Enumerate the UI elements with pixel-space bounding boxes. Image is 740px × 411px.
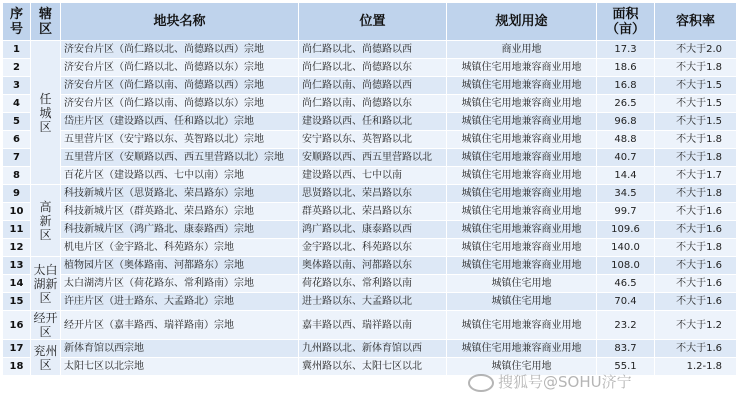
parcel-usage: 城镇住宅用地兼容商业用地: [447, 203, 597, 221]
parcel-name: 科技新城片区（思贤路北、荣昌路东）宗地: [61, 185, 299, 203]
sohu-logo-icon: [468, 374, 494, 392]
parcel-location: 冀州路以东、太阳七区以北: [299, 358, 447, 376]
parcel-usage: 城镇住宅用地兼容商业用地: [447, 95, 597, 113]
parcel-area: 14.4: [597, 167, 655, 185]
parcel-area: 23.2: [597, 311, 655, 340]
parcel-location: 建设路以西、七中以南: [299, 167, 447, 185]
parcel-location: 荷花路以东、常利路以南: [299, 275, 447, 293]
parcel-area: 55.1: [597, 358, 655, 376]
parcel-far: 不大于2.0: [655, 41, 737, 59]
district-cell: 经开 区: [31, 311, 61, 340]
parcel-area: 83.7: [597, 340, 655, 358]
table-row: [3, 59, 737, 77]
header-district: 辖 区: [31, 3, 61, 41]
parcel-area: 70.4: [597, 293, 655, 311]
parcel-area: 16.8: [597, 77, 655, 95]
parcel-location: 建设路以西、任和路以北: [299, 113, 447, 131]
parcel-name: 五里营片区（安顺路以西、西五里营路以北）宗地: [61, 149, 299, 167]
parcel-name: 济安台片区（尚仁路以北、尚德路以西）宗地: [61, 41, 299, 59]
table-row: [3, 149, 737, 167]
parcel-far: 不大于1.6: [655, 257, 737, 275]
parcel-area: 108.0: [597, 257, 655, 275]
parcel-area: 34.5: [597, 185, 655, 203]
parcel-name: 岱庄片区（建设路以西、任和路以北）宗地: [61, 113, 299, 131]
parcel-usage: 城镇住宅用地: [447, 358, 597, 376]
parcel-name: 科技新城片区（鸿广路北、康泰路西）宗地: [61, 221, 299, 239]
parcel-name: 科技新城片区（群英路北、荣昌路东）宗地: [61, 203, 299, 221]
parcel-location: 尚仁路以北、尚德路以东: [299, 59, 447, 77]
parcel-name: 机电片区（金宇路北、科苑路东）宗地: [61, 239, 299, 257]
parcel-usage: 城镇住宅用地: [447, 275, 597, 293]
parcel-far: 不大于1.7: [655, 167, 737, 185]
land-parcel-table: [2, 2, 737, 376]
parcel-location: 九州路以北、新体育馆以西: [299, 340, 447, 358]
parcel-location: 思贤路以北、荣昌路以东: [299, 185, 447, 203]
parcel-area: 99.7: [597, 203, 655, 221]
table-row: [3, 221, 737, 239]
parcel-usage: 城镇住宅用地兼容商业用地: [447, 167, 597, 185]
parcel-location: 尚仁路以南、尚德路以西: [299, 77, 447, 95]
row-number: 17: [3, 340, 31, 358]
row-number: 4: [3, 95, 31, 113]
parcel-far: 不大于1.8: [655, 59, 737, 77]
parcel-location: 群英路以北、荣昌路以东: [299, 203, 447, 221]
district-cell: 太白 湖新 区: [31, 257, 61, 311]
parcel-far: 不大于1.5: [655, 95, 737, 113]
parcel-area: 140.0: [597, 239, 655, 257]
parcel-name: 许庄片区（进士路东、大孟路北）宗地: [61, 293, 299, 311]
parcel-usage: 城镇住宅用地兼容商业用地: [447, 113, 597, 131]
row-number: 3: [3, 77, 31, 95]
parcel-usage: 城镇住宅用地兼容商业用地: [447, 77, 597, 95]
parcel-location: 鸿广路以北、康泰路以西: [299, 221, 447, 239]
table-row: [3, 131, 737, 149]
district-cell: 高 新 区: [31, 185, 61, 257]
parcel-name: 经开片区（嘉丰路西、瑞祥路南）宗地: [61, 311, 299, 340]
row-number: 1: [3, 41, 31, 59]
header-location: 位置: [299, 3, 447, 41]
parcel-area: 48.8: [597, 131, 655, 149]
parcel-usage: 城镇住宅用地: [447, 293, 597, 311]
parcel-area: 17.3: [597, 41, 655, 59]
row-number: 14: [3, 275, 31, 293]
table-row: [3, 239, 737, 257]
row-number: 7: [3, 149, 31, 167]
parcel-name: 太阳七区以北宗地: [61, 358, 299, 376]
parcel-location: 嘉丰路以西、瑞祥路以南: [299, 311, 447, 340]
row-number: 10: [3, 203, 31, 221]
parcel-far: 不大于1.6: [655, 293, 737, 311]
parcel-location: 安宁路以东、英智路以北: [299, 131, 447, 149]
parcel-usage: 城镇住宅用地兼容商业用地: [447, 149, 597, 167]
parcel-location: 奥体路以南、河都路以东: [299, 257, 447, 275]
row-number: 2: [3, 59, 31, 77]
parcel-location: 尚仁路以北、尚德路以西: [299, 41, 447, 59]
row-number: 11: [3, 221, 31, 239]
parcel-area: 46.5: [597, 275, 655, 293]
parcel-usage: 城镇住宅用地兼容商业用地: [447, 185, 597, 203]
parcel-area: 109.6: [597, 221, 655, 239]
table-row: [3, 257, 737, 275]
header-row: [3, 3, 737, 41]
parcel-location: 安顺路以西、西五里营路以北: [299, 149, 447, 167]
parcel-name: 济安台片区（尚仁路以北、尚德路以东）宗地: [61, 59, 299, 77]
parcel-usage: 商业用地: [447, 41, 597, 59]
header-name: 地块名称: [61, 3, 299, 41]
parcel-name: 百花片区（建设路以西、七中以南）宗地: [61, 167, 299, 185]
table-body: [3, 41, 737, 376]
parcel-far: 不大于1.6: [655, 203, 737, 221]
parcel-usage: 城镇住宅用地兼容商业用地: [447, 340, 597, 358]
parcel-usage: 城镇住宅用地兼容商业用地: [447, 131, 597, 149]
parcel-far: 不大于1.5: [655, 113, 737, 131]
table-row: [3, 95, 737, 113]
parcel-area: 40.7: [597, 149, 655, 167]
row-number: 6: [3, 131, 31, 149]
parcel-far: 不大于1.6: [655, 221, 737, 239]
parcel-area: 96.8: [597, 113, 655, 131]
parcel-usage: 城镇住宅用地兼容商业用地: [447, 59, 597, 77]
row-number: 9: [3, 185, 31, 203]
header-far: 容积率: [655, 3, 737, 41]
row-number: 8: [3, 167, 31, 185]
parcel-name: 新体育馆以西宗地: [61, 340, 299, 358]
parcel-location: 进士路以东、大孟路以北: [299, 293, 447, 311]
parcel-far: 不大于1.8: [655, 185, 737, 203]
parcel-area: 26.5: [597, 95, 655, 113]
row-number: 13: [3, 257, 31, 275]
table-row: [3, 275, 737, 293]
district-cell: 任 城 区: [31, 41, 61, 185]
table-row: [3, 203, 737, 221]
parcel-far: 不大于1.6: [655, 275, 737, 293]
header-seq: 序 号: [3, 3, 31, 41]
table-row: [3, 185, 737, 203]
parcel-far: 不大于1.8: [655, 149, 737, 167]
parcel-name: 五里营片区（安宁路以东、英智路以北）宗地: [61, 131, 299, 149]
table-row: [3, 167, 737, 185]
header-area: 面积 （亩）: [597, 3, 655, 41]
parcel-far: 不大于1.8: [655, 239, 737, 257]
watermark-text: 搜狐号@SOHU济宁: [498, 373, 632, 391]
parcel-usage: 城镇住宅用地兼容商业用地: [447, 221, 597, 239]
row-number: 18: [3, 358, 31, 376]
district-cell: 兖州 区: [31, 340, 61, 376]
table-row: [3, 293, 737, 311]
row-number: 12: [3, 239, 31, 257]
row-number: 16: [3, 311, 31, 340]
table-row: [3, 340, 737, 358]
table-row: [3, 41, 737, 59]
parcel-usage: 城镇住宅用地兼容商业用地: [447, 257, 597, 275]
row-number: 15: [3, 293, 31, 311]
parcel-name: 太白湖湾片区（荷花路东、常利路南）宗地: [61, 275, 299, 293]
parcel-name: 济安台片区（尚仁路以南、尚德路以西）宗地: [61, 77, 299, 95]
parcel-usage: 城镇住宅用地兼容商业用地: [447, 311, 597, 340]
parcel-usage: 城镇住宅用地兼容商业用地: [447, 239, 597, 257]
table-row: [3, 113, 737, 131]
parcel-name: 植物园片区（奥体路南、河都路东）宗地: [61, 257, 299, 275]
header-usage: 规划用途: [447, 3, 597, 41]
parcel-far: 不大于1.8: [655, 131, 737, 149]
parcel-location: 金宇路以北、科苑路以东: [299, 239, 447, 257]
table-row: [3, 311, 737, 340]
parcel-area: 18.6: [597, 59, 655, 77]
table-row: [3, 77, 737, 95]
parcel-name: 济安台片区（尚仁路以南、尚德路以东）宗地: [61, 95, 299, 113]
watermark: [468, 371, 632, 392]
parcel-location: 尚仁路以南、尚德路以东: [299, 95, 447, 113]
parcel-far: 不大于1.6: [655, 340, 737, 358]
parcel-far: 不大于1.5: [655, 77, 737, 95]
parcel-far: 不大于1.2: [655, 311, 737, 340]
parcel-far: 1.2-1.8: [655, 358, 737, 376]
row-number: 5: [3, 113, 31, 131]
